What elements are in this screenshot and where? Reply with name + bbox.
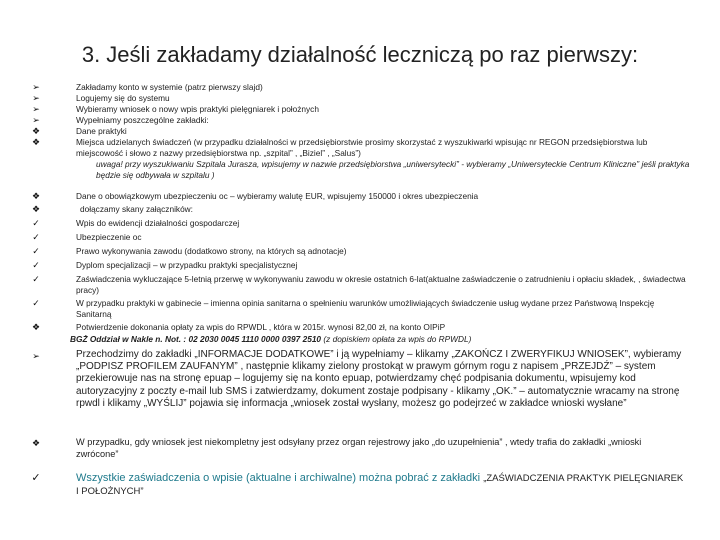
list-item-text: W przypadku praktyki w gabinecie – imienna opinia sanitarna o spełnieniu warunków umożliwiających świadczenie usług wydane przez Państwową Inspekcję Sanitarną bbox=[76, 298, 655, 319]
diamond-bullet-icon: ❖ bbox=[31, 137, 41, 147]
list-item-text: Zaświadczenia wykluczające 5-letnią przerwę w wykonywaniu zawodu w okresie ostatnich 6-lat(aktualne zaświadczenie o zatrudnieniu i opłaciu składek, , świadectwa pracy) bbox=[76, 274, 686, 295]
diamond-bullet-icon: ❖ bbox=[31, 204, 41, 214]
list-item-text: Logujemy się do systemu bbox=[76, 93, 170, 103]
diamond-bullet-icon: ❖ bbox=[31, 191, 41, 201]
check-bullet-icon: ✓ bbox=[32, 274, 40, 284]
diamond-bullet-icon: ❖ bbox=[31, 438, 41, 448]
list-item-text: Wypełniamy poszczególne zakładki: bbox=[76, 115, 209, 125]
check-bullet-icon: ✓ bbox=[32, 260, 40, 270]
check-bullet-icon: ✓ bbox=[32, 218, 40, 228]
check-bullet-icon: ✓ bbox=[32, 298, 40, 308]
list-item-text-highlight: Wszystkie zaświadczenia o wpisie (aktualne i archiwalne) można pobrać z zakładki bbox=[76, 472, 481, 484]
arrow-bullet-icon: ➢ bbox=[32, 82, 40, 92]
list-item-text: Miejsca udzielanych świadczeń (w przypadku działalności w przedsiębiorstwie prosimy skorzystać z wyszukiwarki wpisując nr REGON przedsiębiorstwa lub miejscowość i słowo z nazwy przedsiębiorstwa np. „szpital” , „Biziel” , „Salus”) bbox=[76, 137, 648, 158]
check-bullet-icon: ✓ bbox=[32, 246, 40, 256]
list-item-text: Zakładamy konto w systemie (patrz pierwszy slajd) bbox=[76, 82, 263, 92]
list-item-text: Prawo wykonywania zawodu (dodatkowo strony, na których są adnotacje) bbox=[76, 246, 347, 256]
check-bullet-icon: ✓ bbox=[31, 472, 41, 484]
arrow-bullet-icon: ➢ bbox=[32, 93, 40, 103]
arrow-bullet-icon: ➢ bbox=[32, 351, 40, 361]
diamond-bullet-icon: ❖ bbox=[31, 322, 41, 332]
arrow-bullet-icon: ➢ bbox=[32, 104, 40, 114]
arrow-bullet-icon: ➢ bbox=[32, 115, 40, 125]
bank-account-label: BGŻ Oddział w Nakle n. Not. : 02 2030 0045 1110 0000 0397 2510 bbox=[70, 334, 322, 344]
note-uniwersytet: uwaga! przy wyszukiwaniu Szpitala Jurasza, wpisujemy w nazwie przedsiębiorstwa „uniwersytecki” - wybieramy „Uniwersyteckie Centrum Kliniczne” jeśli praktyka będzie się odbywała w szpitalu ) bbox=[96, 159, 690, 180]
diamond-bullet-icon: ❖ bbox=[31, 126, 41, 136]
list-item-text: Przechodzimy do zakładki „INFORMACJE DODATKOWE” i ją wypełniamy – klikamy „ZAKOŃCZ I ZWERYFIKUJ WNIOSEK”, wybieramy „PODPISZ PROFILEM ZAUFANYM” , następnie klikamy zielony prostokąt w prawym górnym rogu z napisem „PRZEJDŹ” – system przekierowuje nas na stronę epuap – logujemy się na konto epuap, potwierdzamy chęć podpisania dokumentu, wpisujemy kod autoryzacyjny z poczty e-mail lub SMS i zatwierdzamy, dokument zostaje podpisany - klikamy „OK.” – automatycznie wracamy na stronę rpwdl i klikamy „WYŚLIJ” pojawia się informacja „wniosek został wysłany, możesz go podejrzeć w zakładce wnioski wysłane” bbox=[76, 349, 682, 409]
list-item-text: W przypadku, gdy wniosek jest niekompletny jest odsyłany przez organ rejestrowy jako „do uzupełnienia” , wtedy trafia do zakładki „wnioski zwrócone” bbox=[76, 437, 642, 460]
check-bullet-icon: ✓ bbox=[32, 232, 40, 242]
list-item-text: dołączamy skany załączników: bbox=[80, 204, 193, 214]
list-item-text: Potwierdzenie dokonania opłaty za wpis do RPWDL , która w 2015r. wynosi 82,00 zł, na konto OIPiP bbox=[76, 322, 446, 332]
list-item-text: Wpis do ewidencji działalności gospodarczej bbox=[76, 218, 240, 228]
list-item-text: Dane praktyki bbox=[76, 126, 127, 136]
list-item-text: Dyplom specjalizacji – w przypadku praktyki specjalistycznej bbox=[76, 260, 298, 270]
list-item-text: Wybieramy wniosek o nowy wpis praktyki pielęgniarek i położnych bbox=[76, 104, 319, 114]
bank-account-note: (z dopiskiem opłata za wpis do RPWDL) bbox=[323, 334, 472, 344]
list-item-text: Dane o obowiązkowym ubezpieczeniu oc – wybieramy walutę EUR, wpisujemy 150000 i okres ubezpieczenia bbox=[76, 191, 479, 201]
page-title: 3. Jeśli zakładamy działalność leczniczą po raz pierwszy: bbox=[81, 42, 639, 67]
list-item-text-rest: „ZAŚWIADCZENIA PRAKTYK PIELĘGNIAREK I POŁOŻNYCH” bbox=[76, 473, 684, 497]
list-item-text: Ubezpieczenie oc bbox=[76, 232, 142, 242]
list-item-text bbox=[76, 472, 686, 498]
note-bank bbox=[70, 334, 700, 345]
